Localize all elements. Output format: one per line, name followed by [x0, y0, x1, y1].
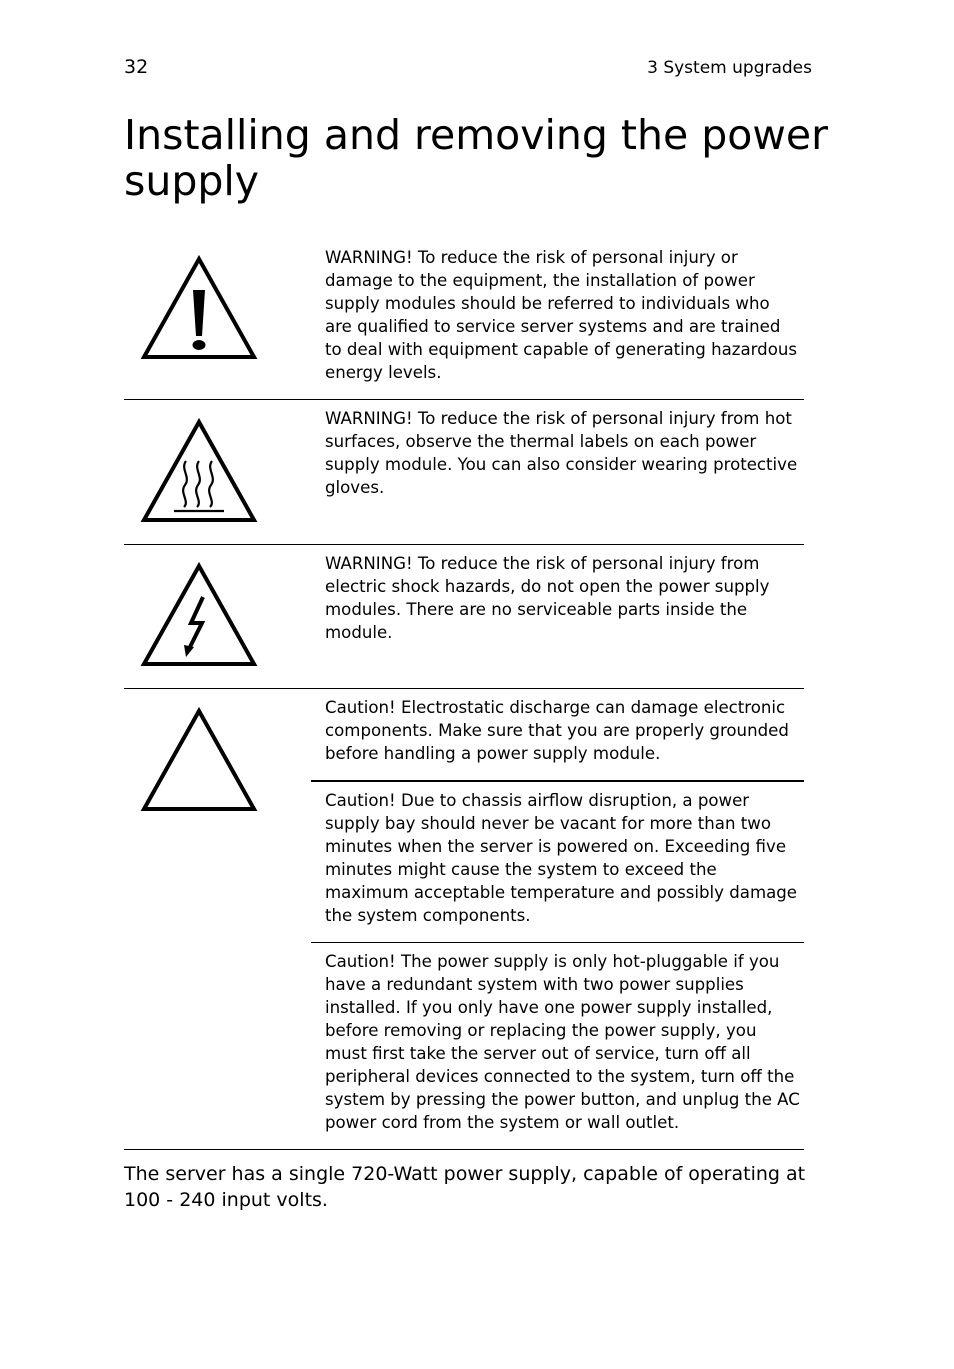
notice-text: To reduce the risk of personal injury or damage to the equipment, the installation of power supply modules should be referred to individuals who are qualified to service server systems and are trained to deal with equipment capable of generating hazardous energy levels.: [325, 248, 798, 382]
divider: [124, 399, 804, 400]
warning-label: WARNING!: [325, 248, 413, 267]
notice-text: To reduce the risk of personal injury from hot surfaces, observe the thermal labels on each power supply module. You can also consider wearing protective gloves.: [325, 409, 798, 497]
notice-caution-hot-pluggable: [325, 950, 800, 1134]
caution-label: Caution!: [325, 952, 396, 971]
notice-text: The power supply is only hot-pluggable if you have a redundant system with two power supplies installed. If you only have one power supply installed, before removing or replacing the power supply, you must first take the server out of service, turn off all peripheral devices connected to the system, turn off the system by pressing the power button, and unplug the AC power cord from the system or wall outlet.: [325, 952, 800, 1132]
divider: [124, 544, 804, 545]
divider: [124, 688, 804, 689]
divider: [124, 1149, 804, 1150]
caution-label: Caution!: [325, 698, 396, 717]
divider: [311, 942, 804, 943]
page-title: Installing and removing the power supply: [124, 111, 828, 205]
notice-warning-qualified-personnel: [325, 246, 800, 384]
caution-triangle-icon: [140, 706, 258, 812]
general-warning-icon: [140, 254, 258, 360]
electric-shock-icon: [140, 561, 258, 667]
notice-caution-esd: [325, 696, 800, 765]
caution-label: Caution!: [325, 791, 396, 810]
notice-text: To reduce the risk of personal injury from electric shock hazards, do not open the power supply modules. There are no serviceable parts inside the module.: [325, 554, 770, 642]
body-paragraph: The server has a single 720-Watt power supply, capable of operating at 100 - 240 input volts.: [124, 1163, 806, 1211]
hot-surface-icon: [140, 417, 258, 523]
notice-text: Due to chassis airflow disruption, a power supply bay should never be vacant for more than two minutes when the server is powered on. Exceeding five minutes might cause the system to exceed the maximum acceptable temperature and possibly damage the system components.: [325, 791, 798, 925]
notice-warning-hot-surfaces: [325, 407, 800, 499]
warning-label: WARNING!: [325, 409, 413, 428]
notice-warning-electric-shock: [325, 552, 800, 644]
page-number: 32: [124, 56, 149, 78]
notice-text: Electrostatic discharge can damage electronic components. Make sure that you are properly grounded before handling a power supply module.: [325, 698, 789, 763]
notice-caution-airflow: [325, 789, 800, 927]
chapter-heading: 3 System upgrades: [647, 58, 812, 78]
divider: [311, 780, 804, 782]
warning-label: WARNING!: [325, 554, 413, 573]
